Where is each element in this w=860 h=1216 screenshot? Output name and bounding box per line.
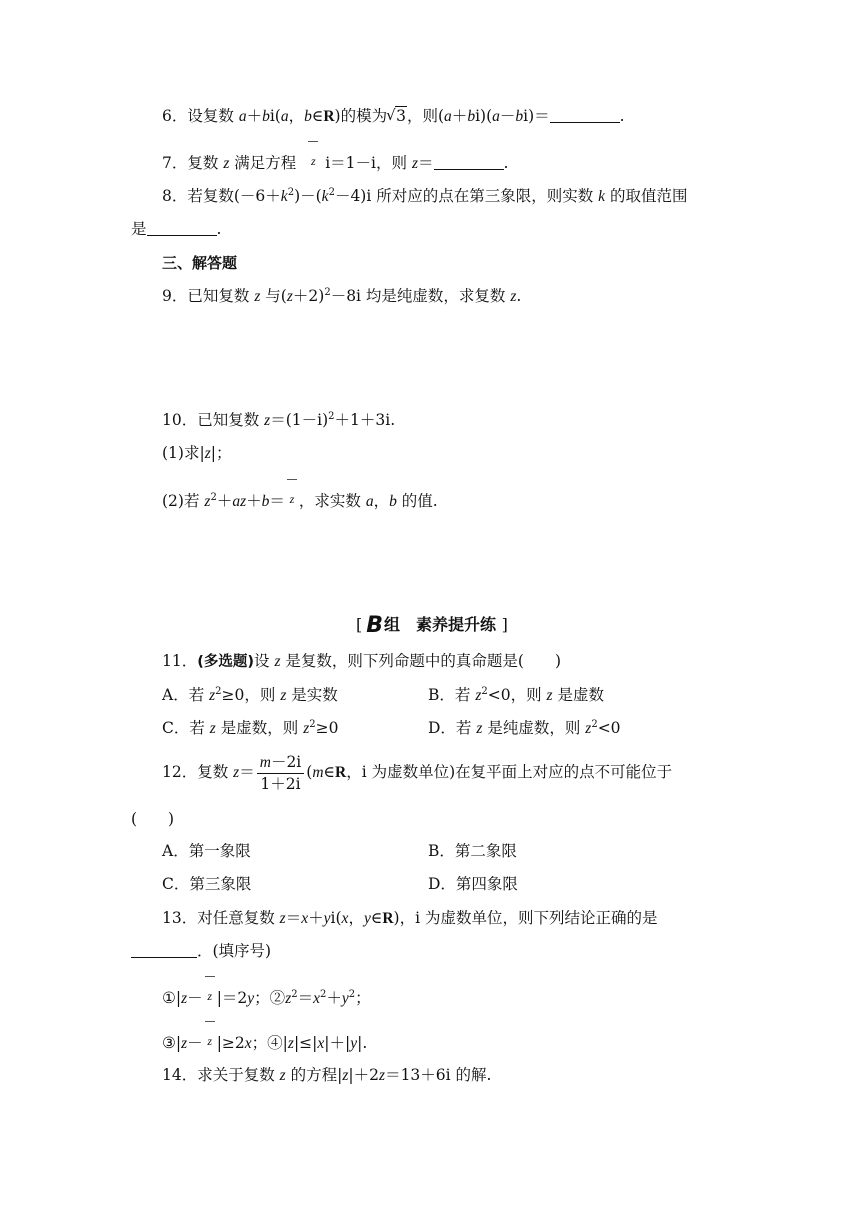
answer-blank[interactable]	[434, 155, 504, 170]
question-8: 8．若复数$(-6+k^2)-(k^2-4)i$ 所对应的点在第三象限，则实数 k 的取值范围	[162, 187, 688, 205]
question-7: 7．复数 z 满足方程 z i＝1－i，则 z＝ .	[162, 151, 508, 174]
question-13-options-3-4: ③|z－ z |≥2x；④|z|≤|x|＋|y|.	[162, 1031, 367, 1054]
option-11-b[interactable]: B．若 $z^2<0$，则 z 是虚数	[428, 686, 605, 704]
option-11-a[interactable]: A．若 $z^2\ge 0$，则 z 是实数	[162, 686, 338, 704]
fraction: $\frac{m-2i}{1+2i}$	[257, 752, 305, 794]
option-12-b[interactable]: B．第二象限	[428, 842, 517, 860]
option-11-c[interactable]: C．若 z 是虚数，则 $z^2\ge 0$	[162, 719, 339, 737]
question-12: 12．复数 z＝ $\frac{m-2i}{1+2i}$ (m∈R，i 为虚数单位)在复平面上对应的点不可能位于	[162, 753, 673, 793]
option-12-c[interactable]: C．第三象限	[162, 875, 252, 893]
answer-blank[interactable]	[550, 108, 620, 123]
option-12-d[interactable]: D．第四象限	[428, 875, 518, 893]
answer-blank[interactable]	[131, 943, 197, 958]
conjugate-z: z	[306, 151, 320, 171]
question-10-part2: (2)若 $z^2+az+b= z$ ，求实数 a，b 的值.	[162, 489, 438, 512]
question-13: 13．对任意复数 z＝x＋yi(x，y∈R)，i 为虚数单位，则下列结论正确的是	[162, 909, 658, 927]
question-11: 11．(多选题)设 z 是复数，则下列命题中的真命题是( )	[162, 652, 562, 670]
option-11-d[interactable]: D．若 z 是纯虚数，则 $z^2<0$	[428, 719, 621, 737]
question-10-part1: (1)求|z|；	[162, 444, 232, 462]
sqrt-symbol: √ 3	[387, 106, 407, 126]
question-13-options-1-2: ①|z－ z |＝2y；$②z^2=x^2+y^2$；	[162, 986, 371, 1009]
question-9: 9．已知复数 z 与$(z+2)^2-8i$ 均是纯虚数，求复数 z.	[162, 287, 522, 305]
group-b-heading: [ B组 素养提升练 ]	[356, 613, 508, 638]
conjugate-z: z	[285, 489, 299, 509]
section-heading: 三、解答题	[162, 254, 238, 272]
question-6: 6．设复数 a＋bi(a，b∈R)的模为√ 3，则(a＋bi)(a－bi)＝ .	[162, 106, 625, 127]
option-12-a[interactable]: A．第一象限	[162, 842, 251, 860]
question-8-line2: 是 .	[131, 220, 222, 238]
question-13-line2: ．(填序号)	[131, 941, 271, 961]
question-10: 10．已知复数 $z=(1-i)^2+1+3i$.	[162, 411, 396, 429]
conjugate-z: z	[203, 1031, 217, 1051]
group-b-logo: B	[366, 613, 384, 638]
question-12-paren: ( )	[131, 810, 175, 828]
question-14: 14．求关于复数 z 的方程|z|＋2z＝13＋6i 的解.	[162, 1066, 492, 1084]
conjugate-z: z	[203, 986, 217, 1006]
answer-blank[interactable]	[147, 221, 217, 236]
